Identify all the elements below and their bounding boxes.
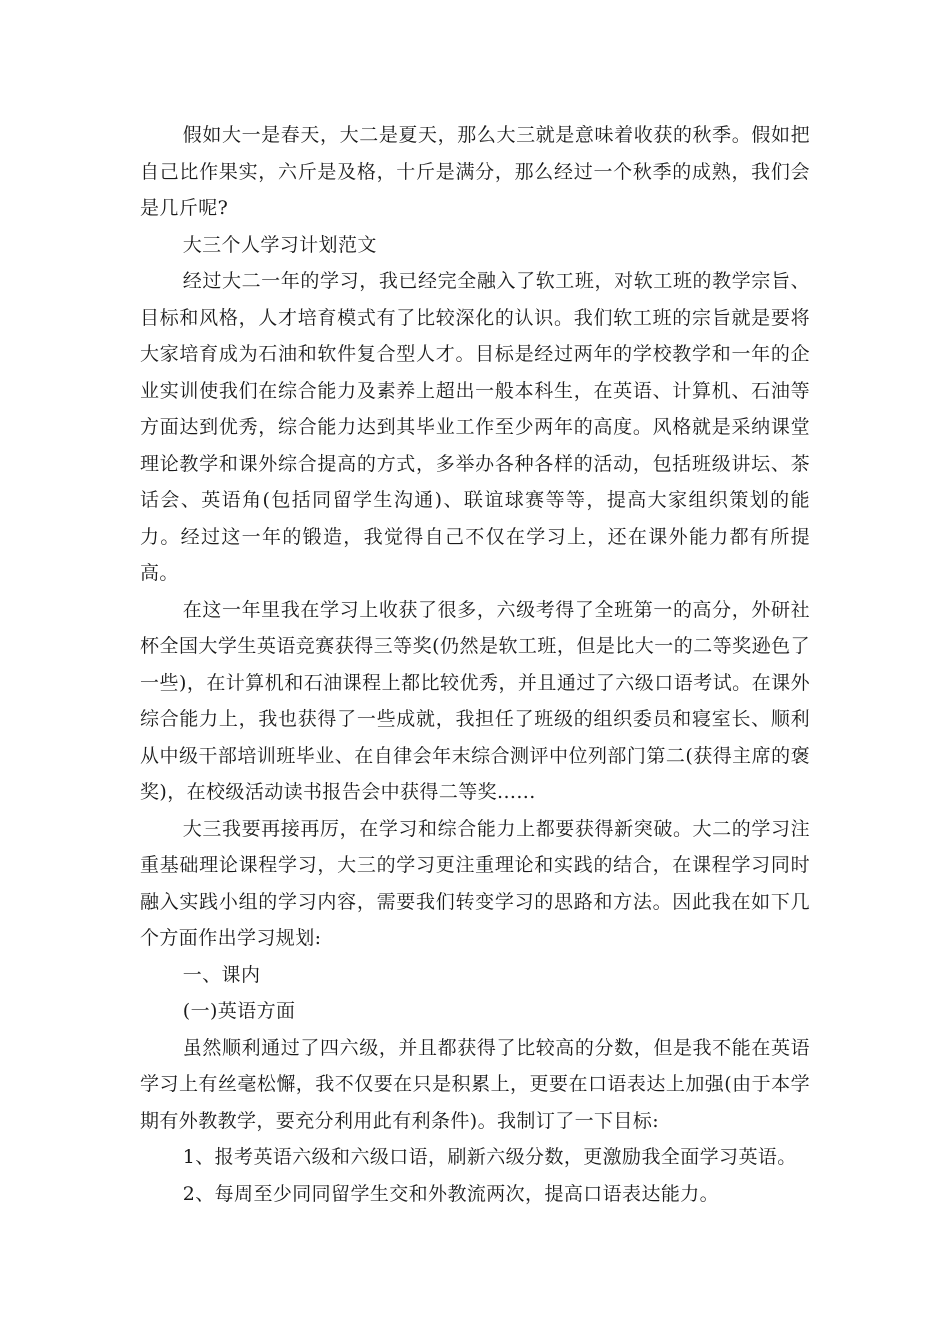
body-paragraph: 经过大二一年的学习，我已经完全融入了软工班，对软工班的教学宗旨、目标和风格，人才培育模式有了比较深化的认识。我们软工班的宗旨就是要将大家培育成为石油和软件复合型人才。目标是经过两年的学校教学和一年的企业实训使我们在综合能力及素养上超出一般本科生，在英语、计算机、石油等方面达到优秀，综合能力达到其毕业工作至少两年的高度。风格就是采纳课堂理论教学和课外综合提高的方式，多举办各种各样的活动，包括班级讲坛、茶话会、英语角(包括同留学生沟通)、联谊球赛等等，提高大家组织策划的能力。经过这一年的锻造，我觉得自己不仅在学习上，还在课外能力都有所提高。 (140, 270, 810, 584)
section-heading: 一、课内 (182, 963, 261, 986)
intro-paragraph: 假如大一是春天，大二是夏天，那么大三就是意味着收获的秋季。假如把自己比作果实，六斤是及格，十斤是满分，那么经过一个秋季的成熟，我们会是几斤呢? (140, 124, 810, 219)
subsection-heading: (一)英语方面 (182, 1000, 296, 1022)
document-body (140, 117, 810, 1212)
document-title: 大三个人学习计划范文 (182, 233, 377, 256)
body-paragraph: 在这一年里我在学习上收获了很多，六级考得了全班第一的高分，外研社杯全国大学生英语竞赛获得三等奖(仍然是软工班，但是比大一的二等奖逊色了一些)，在计算机和石油课程上都比较优秀，并且通过了六级口语考试。在课外综合能力上，我也获得了一些成就，我担任了班级的组织委员和寝室长、顺利从中级干部培训班毕业、在自律会年末综合测评中位列部门第二(获得主席的褒奖)，在校级活动读书报告会中获得二等奖...... (140, 598, 810, 803)
body-paragraph: 虽然顺利通过了四六级，并且都获得了比较高的分数，但是我不能在英语学习上有丝毫松懈，我不仅要在只是积累上，更要在口语表达上加强(由于本学期有外教教学，要充分利用此有利条件)。我制订了一下目标: (140, 1036, 810, 1132)
body-paragraph: 大三我要再接再厉，在学习和综合能力上都要获得新突破。大二的学习注重基础理论课程学习，大三的学习更注重理论和实践的结合，在课程学习同时融入实践小组的学习内容，需要我们转变学习的思路和方法。因此我在如下几个方面作出学习规划: (140, 817, 810, 949)
list-item: 2、每周至少同同留学生交和外教流两次，提高口语表达能力。 (182, 1182, 720, 1205)
list-item: 1、报考英语六级和六级口语，刷新六级分数，更激励我全面学习英语。 (182, 1146, 797, 1168)
